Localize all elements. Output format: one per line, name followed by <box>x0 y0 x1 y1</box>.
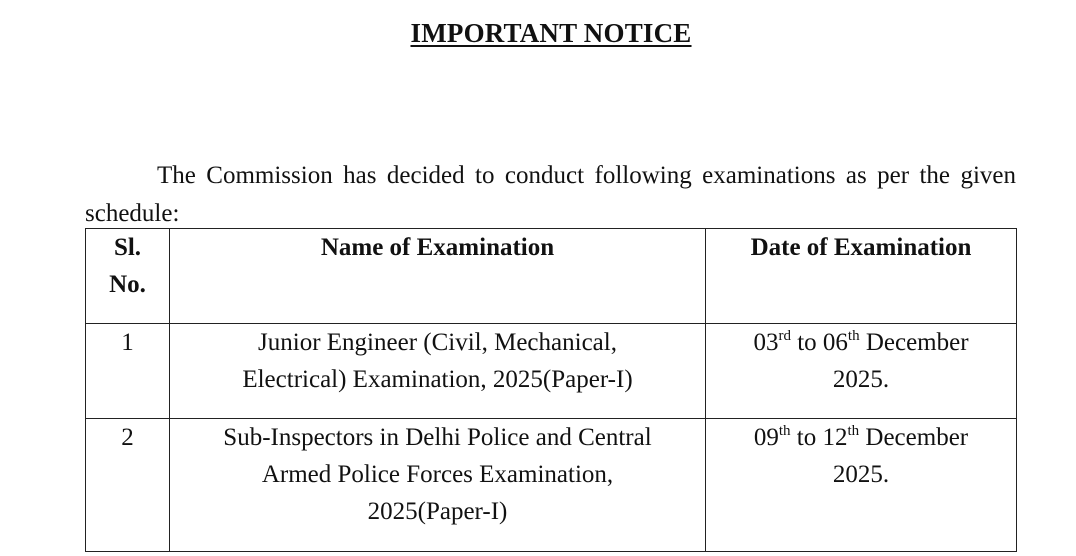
date-end-num: 12 <box>822 424 848 451</box>
exam-name-line: Armed Police Forces Examination, <box>261 461 614 488</box>
row-exam-date <box>706 324 1017 419</box>
notice-intro: The Commission has decided to conduct following examinations as per the given schedule: <box>85 162 1016 227</box>
header-exam-date: Date of Examination <box>706 229 1017 324</box>
row-sl-no: 1 <box>86 324 170 419</box>
notice-title: IMPORTANT NOTICE <box>410 18 692 48</box>
date-start-num: 03 <box>753 329 779 356</box>
date-year: 2025. <box>832 461 890 488</box>
table-header <box>86 229 1017 324</box>
table-row <box>86 419 1017 552</box>
exam-name-line: Electrical) Examination, 2025(Paper-I) <box>242 366 633 393</box>
date-to: to <box>790 424 823 451</box>
exam-schedule-table <box>85 228 1017 552</box>
row-exam-name <box>170 324 706 419</box>
row-sl-no: 2 <box>86 419 170 552</box>
date-year: 2025. <box>832 366 890 393</box>
exam-name-line: Sub-Inspectors in Delhi Police and Central <box>223 424 652 451</box>
exam-name-line: Junior Engineer (Civil, Mechanical, <box>258 329 617 356</box>
row-exam-date <box>706 419 1017 552</box>
row-exam-name <box>170 419 706 552</box>
header-row <box>86 229 1017 324</box>
table-body <box>86 324 1017 552</box>
date-start-suffix: th <box>778 423 791 439</box>
date-end-suffix: th <box>847 328 860 344</box>
date-to: to <box>790 329 823 356</box>
header-sl-line1: Sl. <box>113 234 142 261</box>
date-start-suffix: rd <box>778 328 791 344</box>
header-sl-no <box>86 229 170 324</box>
date-end-num: 06 <box>822 329 848 356</box>
date-month: December <box>859 329 969 356</box>
header-exam-name: Name of Examination <box>170 229 706 324</box>
table-row <box>86 324 1017 419</box>
header-sl-line2: No. <box>109 271 146 298</box>
date-end-suffix: th <box>847 423 860 439</box>
date-start-num: 09 <box>753 424 779 451</box>
date-month: December <box>859 424 969 451</box>
exam-name-line: 2025(Paper-I) <box>367 498 508 525</box>
